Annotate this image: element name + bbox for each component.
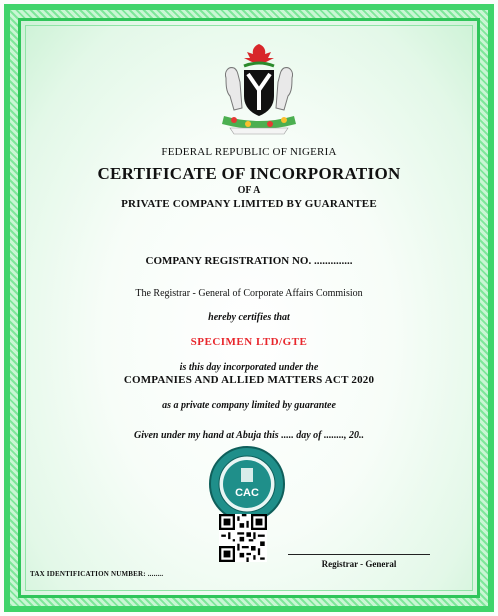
- qr-code-icon[interactable]: [219, 514, 267, 562]
- of-a-text: OF A: [237, 185, 261, 196]
- given-under-hand: Given under my hand at Abuja this ..... day of ........, 20..: [134, 430, 364, 441]
- certificate-title: CERTIFICATE OF INCORPORATION: [97, 164, 401, 183]
- certificate-content: [18, 18, 480, 598]
- seal-text: CAC: [235, 487, 259, 499]
- hereby-certifies: hereby certifies that: [208, 312, 290, 323]
- country-heading: FEDERAL REPUBLIC OF NIGERIA: [161, 146, 337, 158]
- incorporated-line: is this day incorporated under the: [179, 362, 319, 373]
- private-company-line: as a private company limited by guarantee: [162, 400, 336, 411]
- company-type: PRIVATE COMPANY LIMITED BY GUARANTEE: [121, 198, 377, 210]
- cac-seal-icon: [207, 444, 287, 524]
- coat-of-arms-icon: [214, 40, 304, 136]
- act-name: COMPANIES AND ALLIED MATTERS ACT 2020: [123, 374, 375, 386]
- registrar-line: The Registrar - General of Corporate Affairs Commision: [135, 288, 363, 299]
- company-name: SPECIMEN LTD/GTE: [190, 336, 308, 348]
- signature-label: Registrar - General: [321, 559, 397, 569]
- tax-identification-number: TAX IDENTIFICATION NUMBER: ........: [30, 570, 164, 578]
- registration-number: COMPANY REGISTRATION NO. ..............: [145, 255, 353, 267]
- signature-line: [288, 554, 430, 555]
